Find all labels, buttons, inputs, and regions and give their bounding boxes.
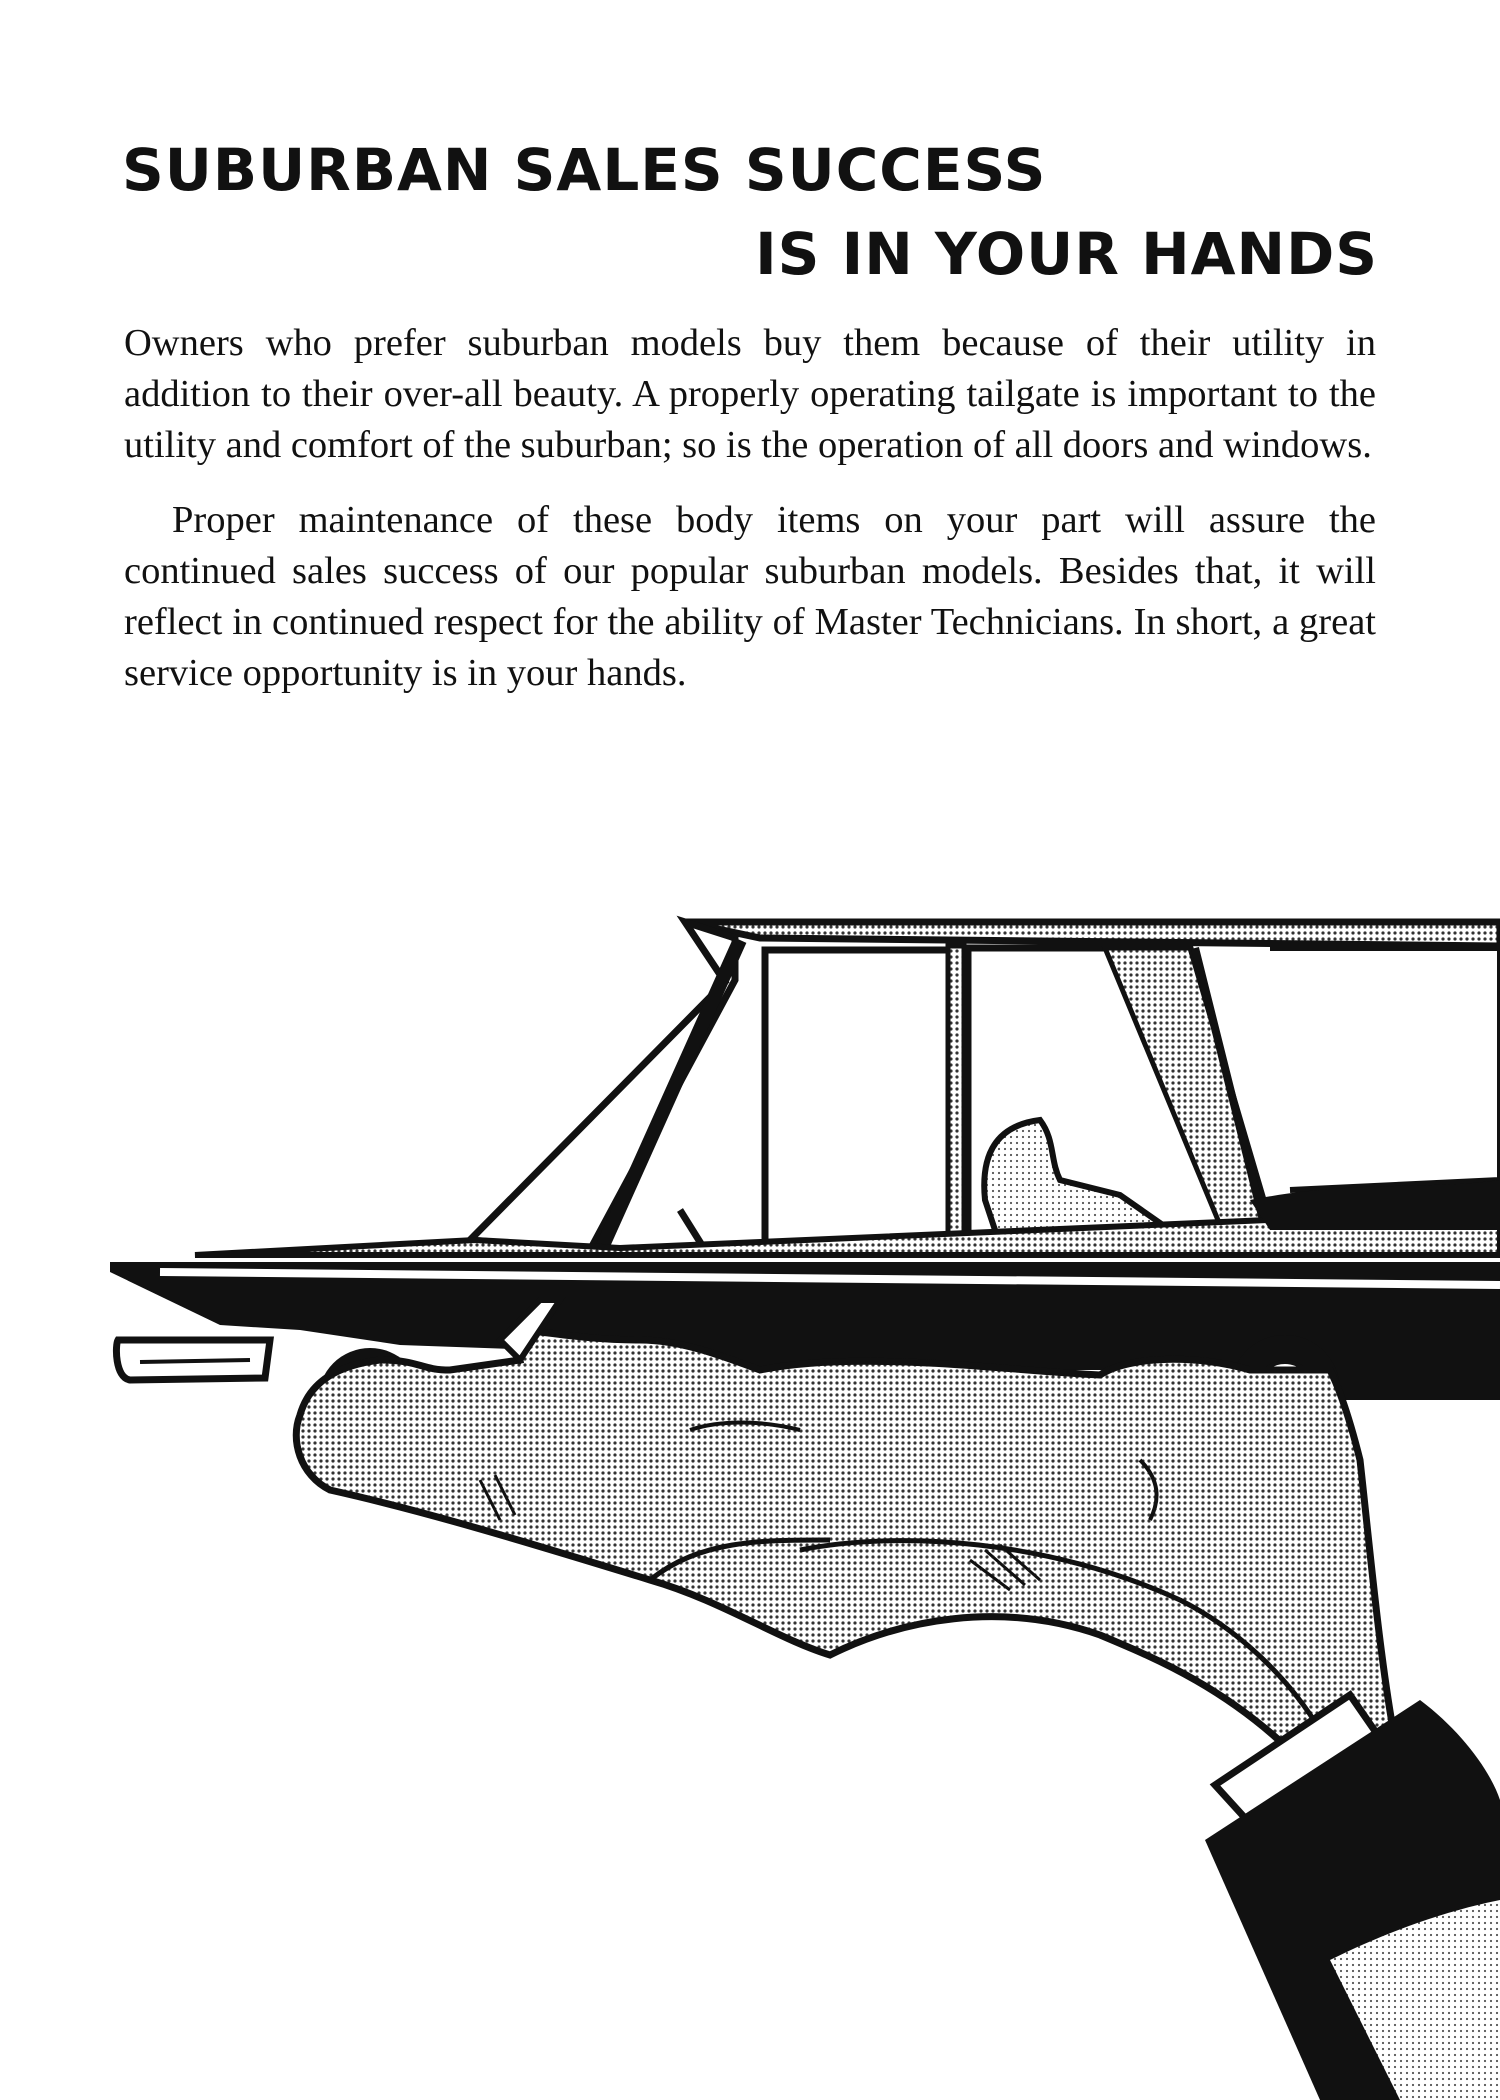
car-b-pillar xyxy=(948,946,964,1254)
title-line-2: IS IN YOUR HANDS xyxy=(755,220,1378,288)
body-text xyxy=(124,318,1376,723)
hand-holding-car-illustration xyxy=(0,900,1500,2100)
paragraph-2: Proper maintenance of these body items on your part will assure the continued sales success of our popular suburban models. Besides that, it will reflect in continued respect for the ability of Master Technicians. In short, a great service opportunity is in your hands. xyxy=(124,499,1376,694)
car-windshield xyxy=(470,922,735,1250)
car-front-window xyxy=(765,950,950,1250)
car-roof xyxy=(685,922,1500,946)
paragraph-1: Owners who prefer suburban models buy them because of their utility in addition to their over-all beauty. A properly operating tailgate is important to the utility and comfort of the suburban; so is the operation of all doors and windows. xyxy=(124,322,1376,466)
title-line-1: SUBURBAN SALES SUCCESS xyxy=(122,136,1047,204)
page-title xyxy=(122,128,1378,296)
